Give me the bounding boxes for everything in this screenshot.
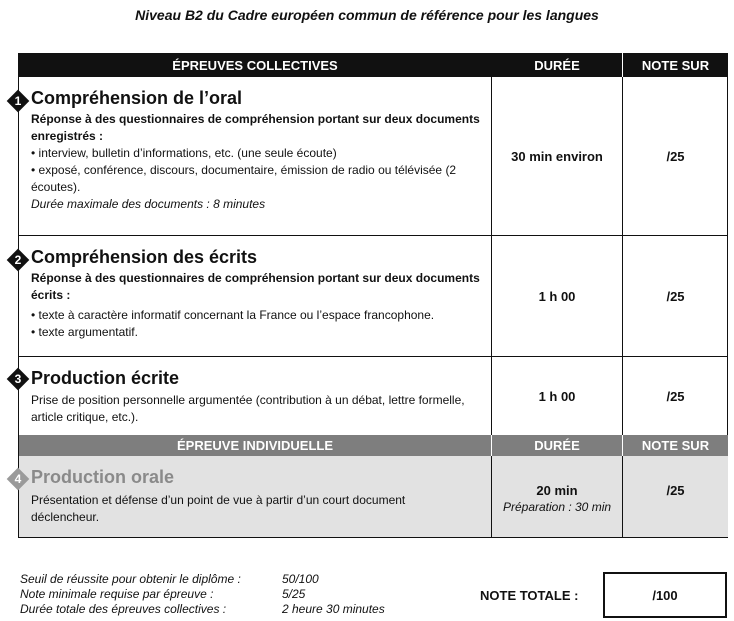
section-2-title: Compréhension des écrits <box>31 247 258 267</box>
footer-row <box>20 587 385 602</box>
header-duration-2: DURÉE <box>492 435 623 456</box>
section-3-content <box>19 357 492 435</box>
list-item: • interview, bulletin d’informations, etc. (une seule écoute) <box>31 145 481 162</box>
section-3-number-badge <box>7 368 29 390</box>
footer-label: Durée totale des épreuves collectives : <box>20 602 227 616</box>
section-3-score: /25 <box>666 388 685 404</box>
section-1-number: 1 <box>14 94 22 108</box>
section-4-score-cell <box>623 456 728 537</box>
section-2-score-cell <box>623 236 728 357</box>
section-2-score: /25 <box>666 288 685 304</box>
header-collective: ÉPREUVES COLLECTIVES <box>19 53 492 77</box>
header-individual: ÉPREUVE INDIVIDUELLE <box>19 435 492 456</box>
section-4-content <box>19 456 492 537</box>
list-item: • texte à caractère informatif concernant la France ou l’espace francophone. <box>31 307 481 324</box>
section-3-duration-cell <box>492 357 623 435</box>
section-3-title: Production écrite <box>31 368 180 388</box>
section-4-number: 4 <box>14 472 22 486</box>
section-2-duration-cell <box>492 236 623 357</box>
section-3-text: Prise de position personnelle argumentée (contribution à un débat, lettre formelle, article critique, etc.). <box>31 393 465 424</box>
section-1-note: Durée maximale des documents : 8 minutes <box>31 197 266 211</box>
section-4-title: Production orale <box>31 467 175 487</box>
section-1-duration: 30 min environ <box>511 148 603 164</box>
footer-info <box>20 572 385 617</box>
section-1-score: /25 <box>666 148 685 164</box>
total-score-box <box>603 572 727 618</box>
section-2-lead: Réponse à des questionnaires de compréhension portant sur deux documents écrits : <box>31 271 480 302</box>
section-3-number: 3 <box>14 372 22 386</box>
section-3-duration: 1 h 00 <box>538 388 576 404</box>
footer-row <box>20 602 385 617</box>
section-4-number-badge <box>7 468 29 490</box>
section-2-bullets <box>31 307 481 341</box>
section-2-number: 2 <box>14 253 22 267</box>
header-score: NOTE SUR <box>623 53 728 77</box>
total-label: NOTE TOTALE : <box>480 588 579 603</box>
section-4-duration: 20 min <box>536 483 578 498</box>
section-1-duration-cell <box>492 77 623 236</box>
footer-value: 2 heure 30 minutes <box>282 602 385 616</box>
section-3-score-cell <box>623 357 728 435</box>
section-1-number-badge <box>7 90 29 112</box>
footer-row <box>20 572 385 587</box>
header-score-2: NOTE SUR <box>623 435 728 456</box>
total-score-value: /100 <box>652 587 678 603</box>
exam-table <box>18 53 728 538</box>
section-2-content <box>19 236 492 357</box>
section-4-text: Présentation et défense d’un point de vue à partir d’un court document déclencheur. <box>31 493 406 524</box>
footer-value: 50/100 <box>282 572 319 586</box>
list-item: • exposé, conférence, discours, documentaire, émission de radio ou télévisée (2 écoutes). <box>31 162 481 196</box>
section-1-title: Compréhension de l’oral <box>31 88 243 108</box>
footer-value: 5/25 <box>282 587 306 601</box>
section-1-bullets <box>31 145 481 196</box>
section-1-content <box>19 77 492 236</box>
section-2-number-badge <box>7 249 29 271</box>
section-4-duration-cell <box>492 456 623 537</box>
footer-label: Seuil de réussite pour obtenir le diplôme : <box>20 572 241 586</box>
section-4-score: /25 <box>666 483 685 498</box>
list-item: • texte argumentatif. <box>31 324 481 341</box>
footer-label: Note minimale requise par épreuve : <box>20 587 214 601</box>
header-duration: DURÉE <box>492 53 623 77</box>
section-1-score-cell <box>623 77 728 236</box>
page-title: Niveau B2 du Cadre européen commun de référence pour les langues <box>135 7 599 23</box>
section-4-preparation: Préparation : 30 min <box>502 500 612 514</box>
section-2-duration: 1 h 00 <box>538 288 576 304</box>
section-1-lead: Réponse à des questionnaires de compréhension portant sur deux documents enregistrés : <box>31 112 480 143</box>
